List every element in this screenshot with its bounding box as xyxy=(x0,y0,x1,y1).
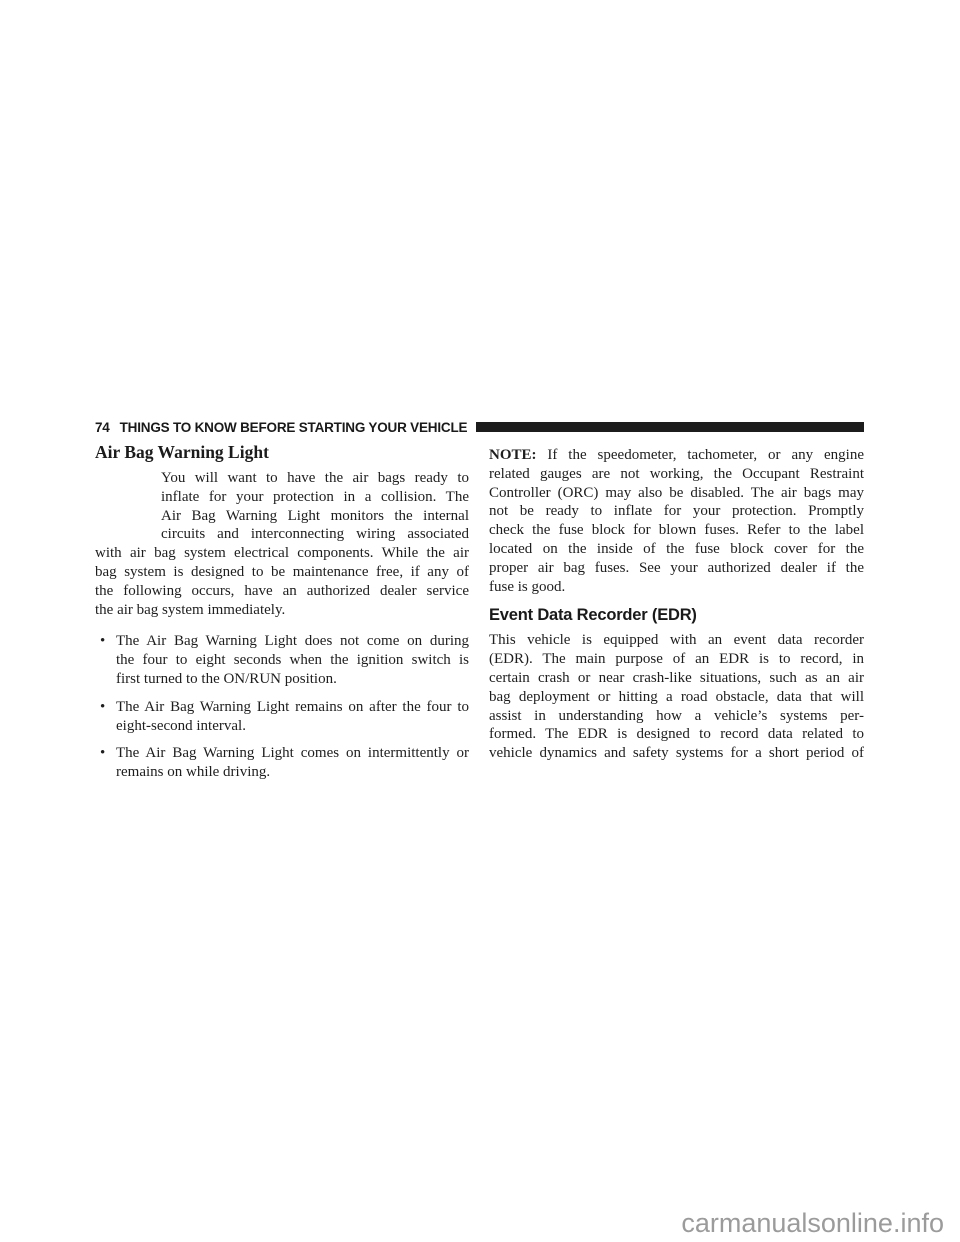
text-line: This vehicle is equipped with an event data recorder xyxy=(489,632,864,649)
text-line: the following occurs, have an authorized dealer service xyxy=(95,582,469,599)
text-line: circuits and interconnecting wiring associated xyxy=(161,526,469,543)
air-bag-intro-paragraph xyxy=(95,469,469,619)
section-heading-air-bag-warning-light: Air Bag Warning Light xyxy=(95,442,269,462)
text-line: with air bag system electrical components. While the air xyxy=(95,545,469,562)
text-line: assist in understanding how a vehicle’s systems per- xyxy=(489,707,864,724)
right-column xyxy=(489,441,864,763)
bullet-item xyxy=(95,744,469,782)
text-line: located on the inside of the fuse block cover for the xyxy=(489,540,864,557)
text-line: proper air bag fuses. See your authorized dealer if the xyxy=(489,559,864,576)
section-heading-event-data-recorder: Event Data Recorder (EDR) xyxy=(489,606,697,625)
page-header xyxy=(95,420,864,434)
text-line: the air bag system immediately. xyxy=(95,601,286,618)
text-line: certain crash or near crash-like situations, such as an air xyxy=(489,669,864,686)
text-line: vehicle dynamics and safety systems for a short period of xyxy=(489,745,864,762)
bullet-icon: • xyxy=(100,698,106,715)
page-number: 74 xyxy=(95,419,110,435)
edr-paragraph xyxy=(489,631,864,763)
text-line: fuse is good. xyxy=(489,578,566,595)
text-line: You will want to have the air bags ready to xyxy=(161,470,469,486)
text-line: Controller (ORC) may also be disabled. The air bags may xyxy=(489,484,864,501)
text-line: the four to eight seconds when the ignition switch is xyxy=(116,652,469,669)
text-line: eight-second interval. xyxy=(116,717,246,734)
bullet-text xyxy=(116,698,469,736)
text-line: (EDR). The main purpose of an EDR is to record, in xyxy=(489,651,864,668)
header-rule-bar xyxy=(476,422,864,432)
text-line: related gauges are not working, the Occupant Restraint xyxy=(489,465,864,482)
bullet-item xyxy=(95,632,469,688)
text-line: bag deployment or hitting a road obstacle, data that will xyxy=(489,688,864,705)
text-line: remains on while driving. xyxy=(116,764,271,781)
text-line: The Air Bag Warning Light does not come on during xyxy=(116,633,469,650)
bullet-icon: • xyxy=(100,633,106,650)
note-label: NOTE: xyxy=(489,447,537,463)
chapter-title: THINGS TO KNOW BEFORE STARTING YOUR VEHICLE xyxy=(119,419,468,435)
text-line: bag system is designed to be maintenance free, if any of xyxy=(95,563,469,580)
note-paragraph xyxy=(489,446,864,596)
watermark-link[interactable]: carmanualsonline.info xyxy=(681,1208,944,1238)
bullet-icon: • xyxy=(100,745,106,762)
text-line: The Air Bag Warning Light comes on intermittently or xyxy=(116,745,469,762)
text-line: inflate for your protection in a collision. The xyxy=(161,488,469,505)
text-line: The Air Bag Warning Light remains on after the four to xyxy=(116,698,469,715)
bullet-item xyxy=(95,698,469,736)
bullet-text xyxy=(116,632,469,688)
text-line: not be ready to inflate for your protection. Promptly xyxy=(489,503,864,520)
air-bag-bullet-list xyxy=(95,632,469,782)
text-line: Air Bag Warning Light monitors the internal xyxy=(161,507,469,524)
text-line: first turned to the ON/RUN position. xyxy=(116,670,337,687)
text-line: check the fuse block for blown fuses. Refer to the label xyxy=(489,522,864,539)
note-first-line: NOTE: If the speedometer, tachometer, or any engine xyxy=(489,447,864,463)
bullet-text xyxy=(116,744,469,782)
left-column xyxy=(95,441,469,782)
text-line: formed. The EDR is designed to record data related to xyxy=(489,726,864,743)
